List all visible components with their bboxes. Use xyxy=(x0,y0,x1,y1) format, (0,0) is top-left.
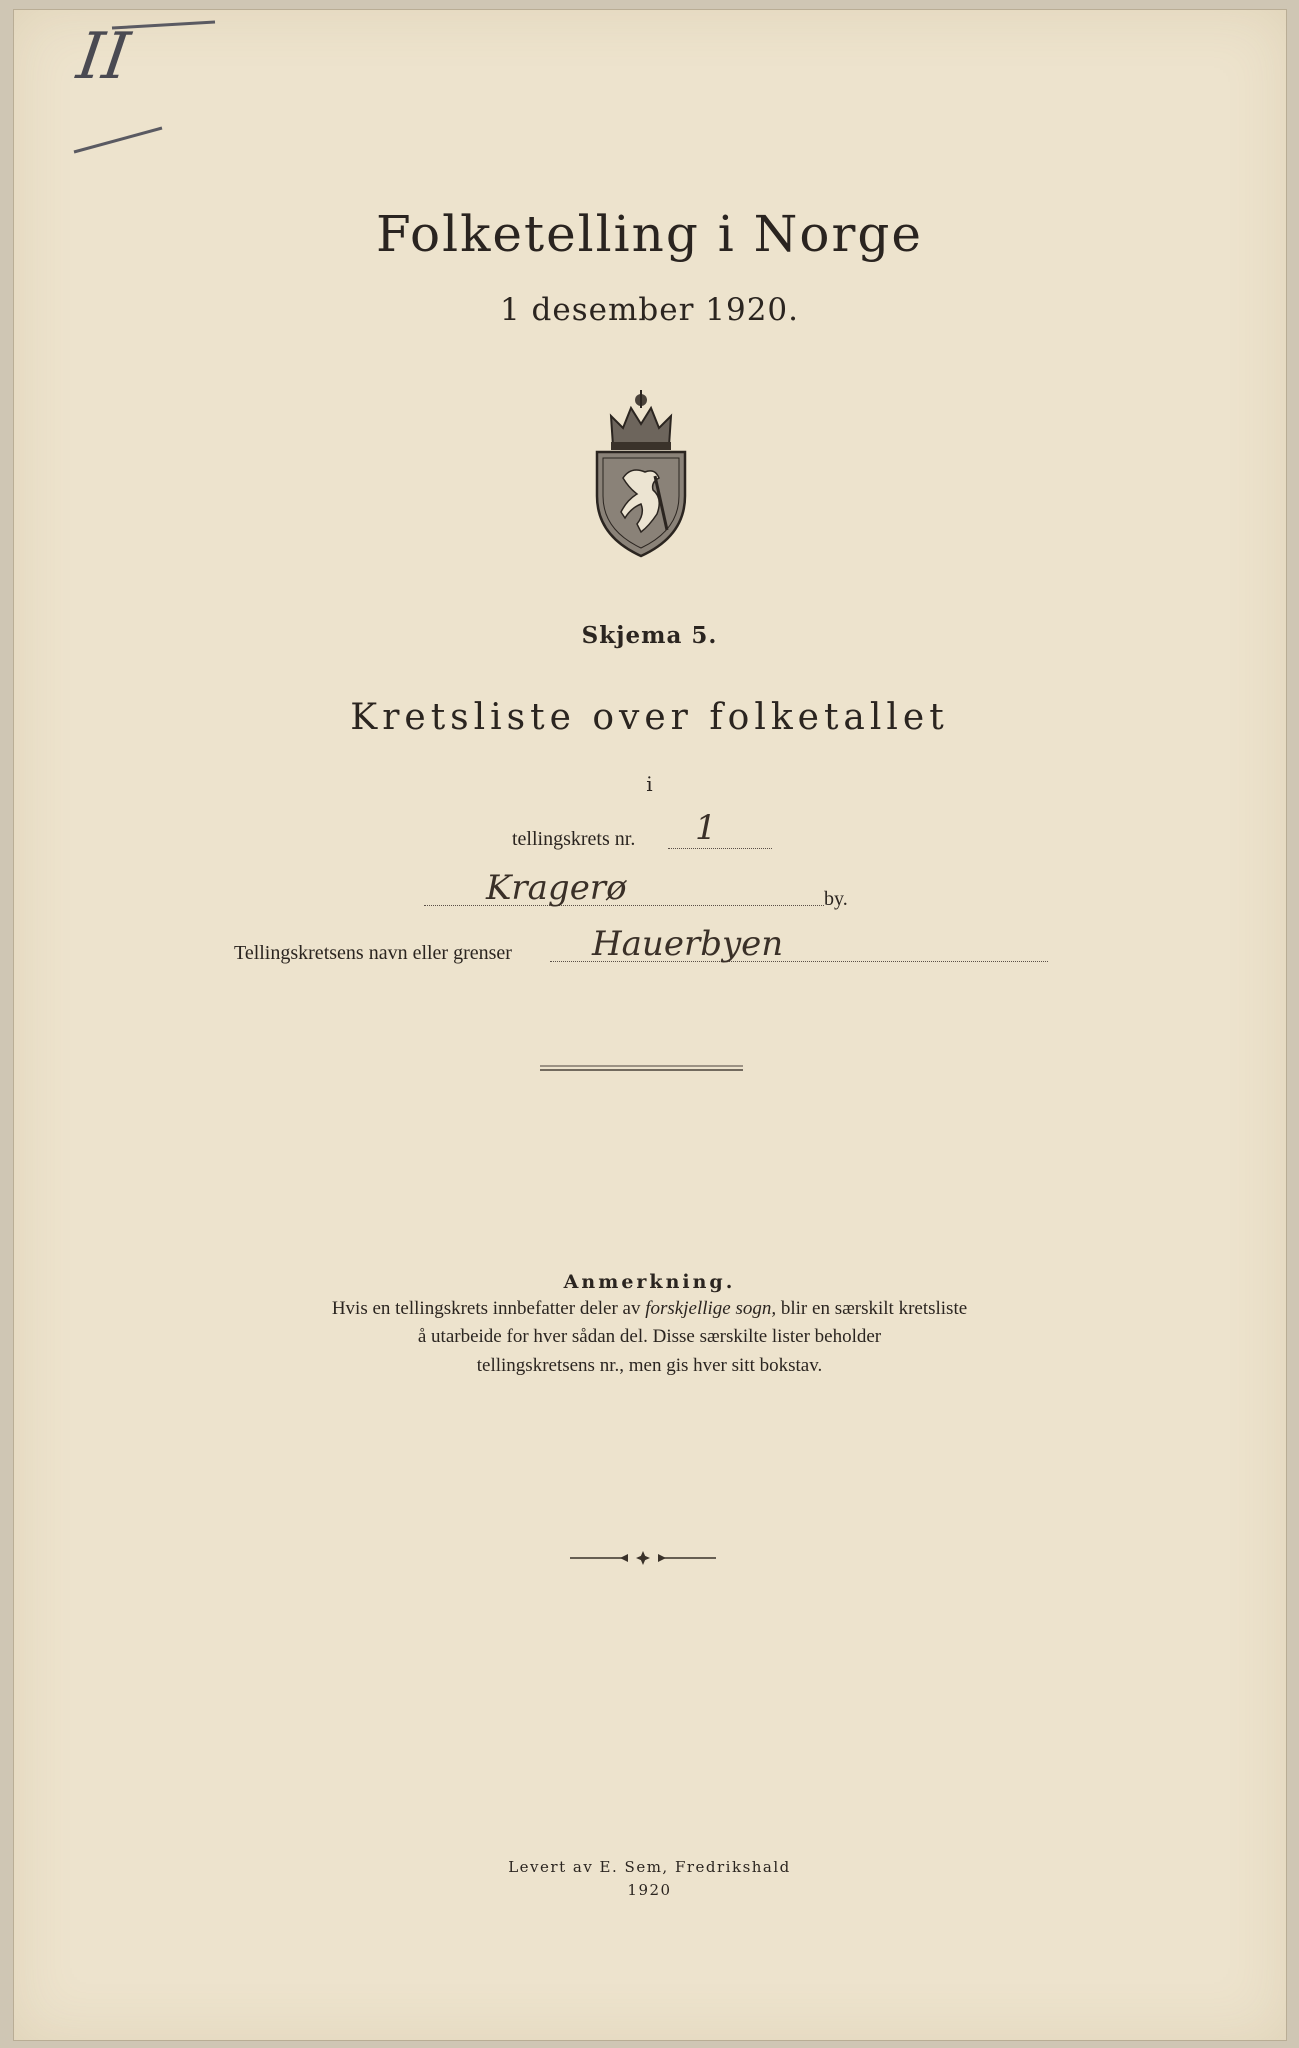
remark-line-2: å utarbeide for hver sådan del. Disse særskilte lister beholder xyxy=(417,1326,882,1347)
pencil-stroke-top xyxy=(110,14,220,34)
ornament-divider-icon xyxy=(568,1550,718,1566)
town-suffix: by. xyxy=(824,888,848,910)
norwegian-coat-of-arms-icon xyxy=(593,386,689,558)
document-heading: Kretsliste over folketallet xyxy=(350,697,949,738)
remark-line-1-end: blir en særskilt kretsliste xyxy=(776,1298,968,1319)
page-title: Folketelling i Norge xyxy=(376,205,923,263)
town-value: Kragerø xyxy=(486,868,627,908)
krets-number-value: 1 xyxy=(695,808,717,848)
krets-number-line xyxy=(668,848,772,849)
roman-numeral-mark: II xyxy=(72,20,134,94)
printer-year: 1920 xyxy=(627,1881,672,1899)
krets-number-label: tellingskrets nr. xyxy=(512,828,636,850)
district-name-label: Tellingskretsens navn eller grenser xyxy=(234,942,512,964)
remark-line-1 xyxy=(0,1298,1299,1320)
remark-line-1-emphasis: forskjellige sogn, xyxy=(645,1298,777,1319)
schema-number: Skjema 5. xyxy=(581,622,718,649)
remark-line-1-start: Hvis en tellingskrets innbefatter deler av xyxy=(331,1298,646,1319)
remark-line-3: tellingskretsens nr., men gis hver sitt bokstav. xyxy=(476,1355,823,1376)
pencil-stroke xyxy=(70,100,170,160)
remark-title: Anmerkning. xyxy=(563,1271,736,1293)
preposition-text: i xyxy=(646,772,653,796)
district-name-value: Hauerbyen xyxy=(592,924,784,964)
separator-double-rule xyxy=(540,1064,745,1074)
census-date: 1 desember 1920. xyxy=(499,292,800,328)
printer-credit: Levert av E. Sem, Fredrikshald xyxy=(508,1858,791,1876)
